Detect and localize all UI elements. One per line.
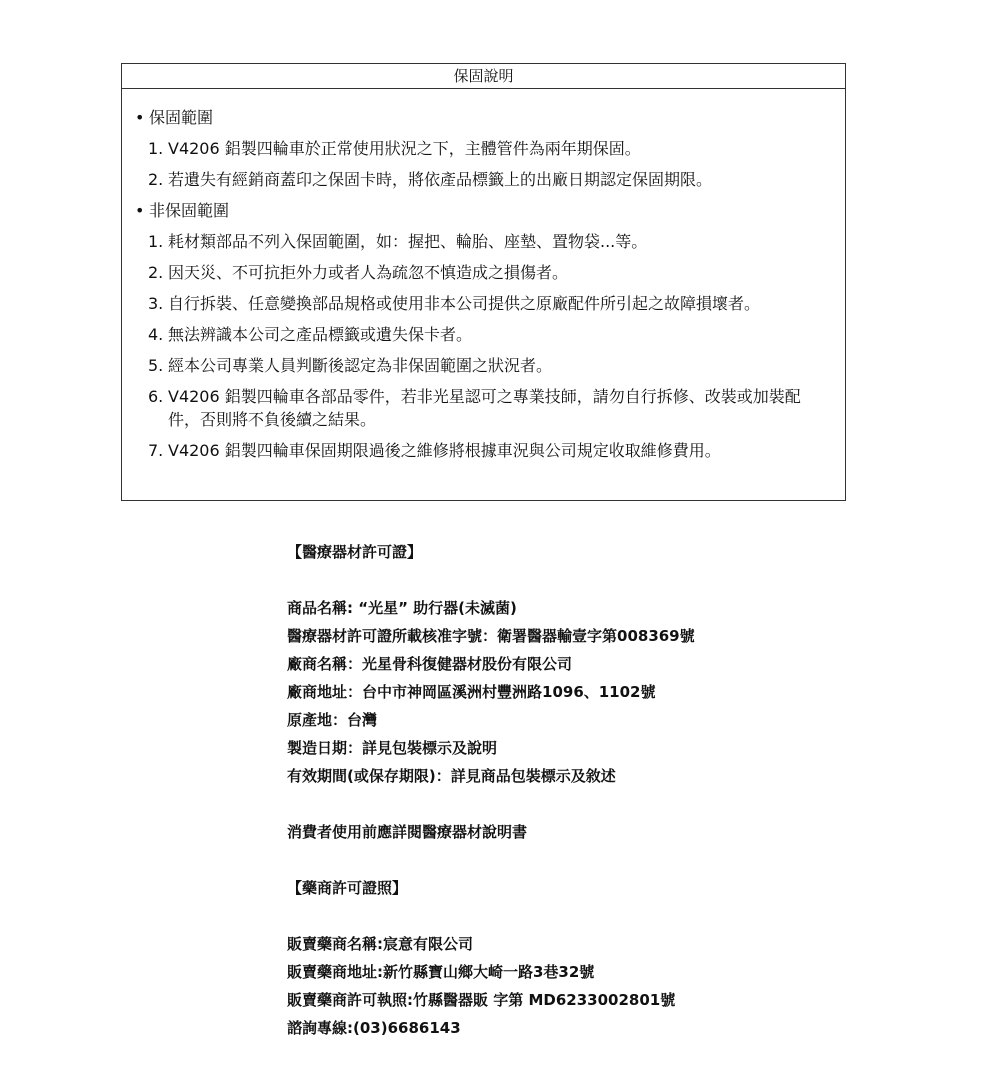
approval-number-line: 醫療器材許可證所載核准字號：衛署醫器輸壹字第008369號 xyxy=(287,627,695,645)
warranty-scope-list xyxy=(135,133,845,195)
spacer xyxy=(287,902,695,930)
manufacturer-name-line: 廠商名稱：光星骨科復健器材股份有限公司 xyxy=(287,655,573,673)
consumer-notice: 消費者使用前應詳閱醫療器材說明書 xyxy=(287,823,528,841)
list-item xyxy=(135,257,845,288)
section-heading-warranty-scope xyxy=(135,102,845,133)
validity-period-line: 有效期間(或保存期限)：詳見商品包裝標示及敘述 xyxy=(287,767,616,785)
item-text: 經本公司專業人員判斷後認定為非保固範圍之狀況者。 xyxy=(168,356,553,375)
manufacture-date-line: 製造日期：詳見包裝標示及說明 xyxy=(287,739,498,757)
warranty-body xyxy=(122,89,845,466)
item-number: 2. xyxy=(148,170,164,189)
item-number: 3. xyxy=(148,294,164,313)
bullet-icon: • xyxy=(135,108,145,127)
warranty-box xyxy=(121,63,846,501)
manufacturer-address-line: 廠商地址：台中市神岡區溪洲村豐洲路1096、1102號 xyxy=(287,683,656,701)
item-text: V4206 鋁製四輪車各部品零件，若非光星認可之專業技師，請勿自行拆修、改裝或加裝配件，否則將不負後續之結果。 xyxy=(168,387,801,429)
product-name-line: 商品名稱: “光星” 助行器(未滅菌) xyxy=(287,599,517,617)
pharmacy-license-heading: 【藥商許可證照】 xyxy=(287,879,408,897)
item-text: V4206 鋁製四輪車於正常使用狀況之下，主體管件為兩年期保固。 xyxy=(168,139,641,158)
warranty-title: 保固說明 xyxy=(122,64,845,89)
hotline-line: 諮詢專線:(03)6686143 xyxy=(287,1019,461,1037)
seller-permit-line: 販賣藥商許可執照:竹縣醫器販 字第 MD6233002801號 xyxy=(287,991,676,1009)
spacer xyxy=(287,790,695,818)
item-number: 4. xyxy=(148,325,164,344)
list-item xyxy=(135,381,845,435)
list-item xyxy=(135,226,845,257)
list-item xyxy=(135,133,845,164)
list-item xyxy=(135,288,845,319)
section-heading-non-warranty xyxy=(135,195,845,226)
license-info xyxy=(287,538,695,1042)
section-heading-text: 保固範圍 xyxy=(149,108,214,127)
medical-license-heading: 【醫療器材許可證】 xyxy=(287,543,423,561)
item-number: 2. xyxy=(148,263,164,282)
item-number: 1. xyxy=(148,139,164,158)
non-warranty-list xyxy=(135,226,845,466)
item-text: 若遺失有經銷商蓋印之保固卡時，將依產品標籤上的出廠日期認定保固期限。 xyxy=(168,170,713,189)
spacer xyxy=(287,846,695,874)
item-number: 1. xyxy=(148,232,164,251)
list-item xyxy=(135,350,845,381)
origin-line: 原產地：台灣 xyxy=(287,711,378,729)
item-text: V4206 鋁製四輪車保固期限過後之維修將根據車況與公司規定收取維修費用。 xyxy=(168,441,721,460)
section-heading-text: 非保固範圍 xyxy=(149,201,230,220)
list-item xyxy=(135,164,845,195)
seller-name-line: 販賣藥商名稱:宸意有限公司 xyxy=(287,935,473,953)
bullet-icon: • xyxy=(135,201,145,220)
item-text: 無法辨識本公司之產品標籤或遺失保卡者。 xyxy=(168,325,473,344)
item-text: 因天災、不可抗拒外力或者人為疏忽不慎造成之損傷者。 xyxy=(168,263,569,282)
item-text: 耗材類部品不列入保固範圍，如：握把、輪胎、座墊、置物袋...等。 xyxy=(168,232,648,251)
list-item xyxy=(135,435,845,466)
list-item xyxy=(135,319,845,350)
item-number: 5. xyxy=(148,356,164,375)
item-number: 7. xyxy=(148,441,164,460)
item-number: 6. xyxy=(148,387,164,406)
seller-address-line: 販賣藥商地址:新竹縣寶山鄉大崎一路3巷32號 xyxy=(287,963,595,981)
spacer xyxy=(287,566,695,594)
item-text: 自行拆裝、任意變換部品規格或使用非本公司提供之原廠配件所引起之故障損壞者。 xyxy=(168,294,761,313)
